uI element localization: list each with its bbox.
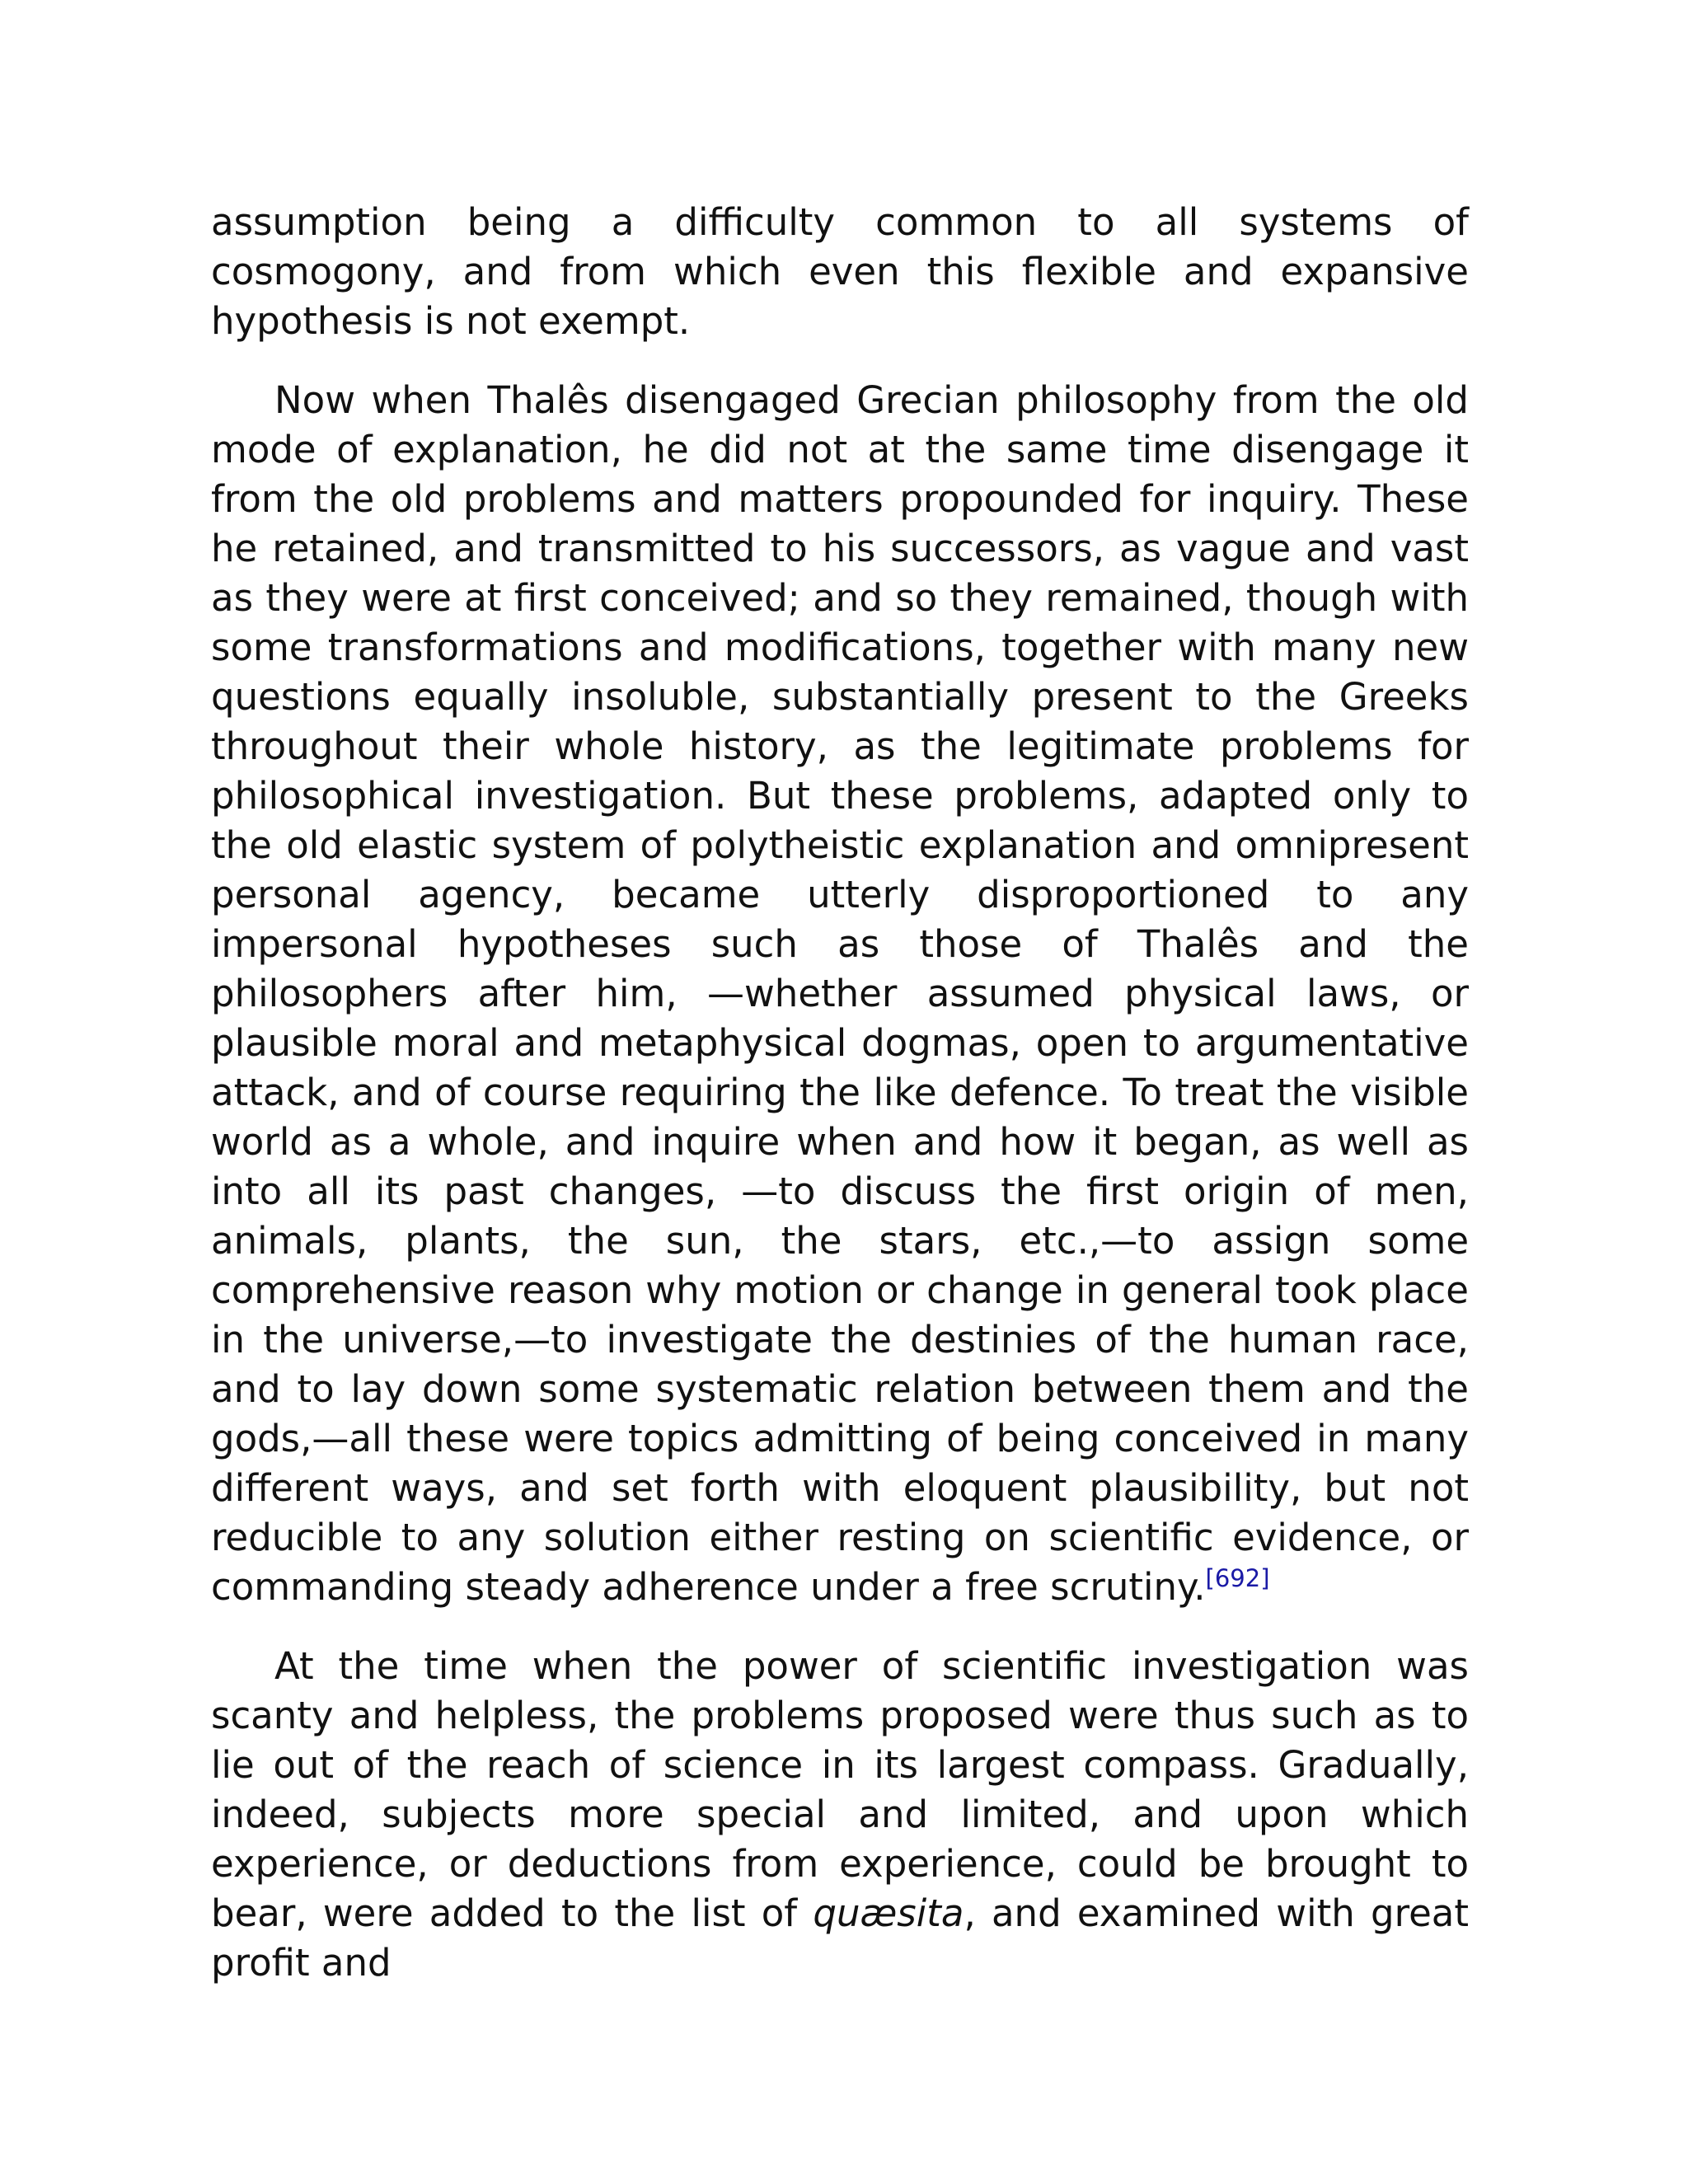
paragraph-2 — [211, 376, 1469, 1612]
footnote-link-692[interactable]: [692] — [1205, 1564, 1270, 1592]
paragraph-2-text: Now when Thalês disengaged Grecian philosophy from the old mode of explanation, he did not at the same time disengage it from the old problems and matters propounded for inquiry. These he retained, and transmitted to his successors, as vague and vast as they were at first conceived; and so they remained, though with some transformations and modifications, together with many new questions equally insoluble, substantially present to the Greeks throughout their whole history, as the legitimate problems for philosophical investigation. But these problems, adapted only to the old elastic system of polytheistic explanation and omnipresent personal agency, became utterly disproportioned to any impersonal hypotheses such as those of Thalês and the philosophers after him, —whether assumed physical laws, or plausible moral and metaphysical dogmas, open to argumentative attack, and of course requiring the like defence. To treat the visible world as a whole, and inquire when and how it began, as well as into all its past changes, —to discuss the first origin of men, animals, plants, the sun, the stars, etc.,—to assign some comprehensive reason why motion or change in general took place in the universe,—to investigate the destinies of the human race, and to lay down some systematic relation between them and the gods,—all these were topics admitting of being conceived in many different ways, and set forth with eloquent plausibility, but not reducible to any solution either resting on scientific evidence, or commanding steady adherence under a free scrutiny. — [211, 378, 1469, 1609]
paragraph-1 — [211, 198, 1469, 346]
document-page — [211, 198, 1469, 2018]
paragraph-3-text-start: At the time when the power of scientific investigation was scanty and helpless, the problems proposed were thus such as to lie out of the reach of science in its largest compass. Gradually, indeed, subjects more special and limited, and upon which experience, or deductions from experience, could be brought to bear, were added to the list of — [211, 1644, 1469, 1935]
italic-term-quaesita: quæsita — [813, 1891, 964, 1935]
paragraph-3-text-end: , and examined with great profit and — [211, 1891, 1469, 1985]
paragraph-3 — [211, 1642, 1469, 1988]
paragraph-1-text: assumption being a difficulty common to all systems of cosmogony, and from which even this flexible and expansive hypothesis is not exempt. — [211, 200, 1469, 343]
